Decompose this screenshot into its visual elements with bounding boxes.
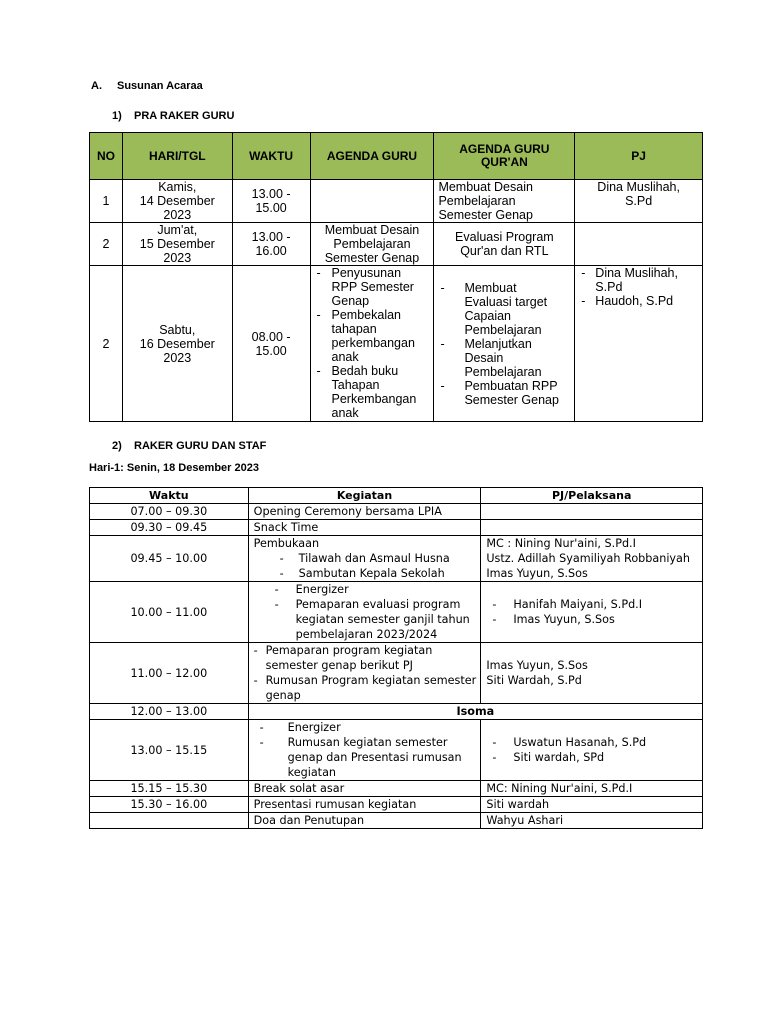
part2-title: RAKER GURU DAN STAF <box>134 440 267 452</box>
agenda-guru-cell <box>310 180 434 223</box>
pj-cell: MC: Nining Nur'aini, S.Pd.I <box>481 781 703 797</box>
activity-cell: Presentasi rumusan kegiatan <box>248 797 481 813</box>
section-title: Susunan Acaraa <box>117 80 203 92</box>
pj-cell <box>481 520 703 536</box>
header-cell: HARI/TGL <box>122 133 232 180</box>
table-header-row <box>90 133 703 180</box>
activity-cell <box>248 536 481 582</box>
list-item: - Membuat Evaluasi target Capaian Pembelajaran <box>434 281 562 337</box>
activity-title: Pembukaan <box>253 537 320 550</box>
table-row <box>90 582 703 643</box>
list-item: - Uswatun Hasanah, S.Pd <box>486 735 702 750</box>
header-cell: AGENDA GURU <box>310 133 434 180</box>
pj-cell <box>481 536 703 582</box>
raker-table <box>89 487 703 829</box>
list-item: - Dina Muslihah, S.Pd <box>575 266 702 294</box>
list-item: - Energizer <box>269 582 477 597</box>
table-row <box>90 504 703 520</box>
time-cell: 09.30 – 09.45 <box>90 520 249 536</box>
pj-line: Imas Yuyun, S.Sos <box>486 659 588 672</box>
date-text: 14 Desember 2023 <box>139 194 215 222</box>
list-item: - Melanjutkan Desain Pembelajaran <box>434 337 562 379</box>
part1-title: PRA RAKER GURU <box>134 110 235 122</box>
part1-number: 1) <box>112 110 122 122</box>
section-heading <box>91 80 203 92</box>
time-cell: 07.00 – 09.30 <box>90 504 249 520</box>
header-cell: WAKTU <box>232 133 310 180</box>
list-item: - Haudoh, S.Pd <box>575 294 702 308</box>
time-cell: 11.00 – 12.00 <box>90 643 249 704</box>
activity-cell <box>248 582 481 643</box>
section-number: A. <box>91 80 102 92</box>
activity-cell: Snack Time <box>248 520 481 536</box>
pj-cell <box>481 643 703 704</box>
time-text: 13.00 - 15.00 <box>251 187 291 215</box>
header-cell: AGENDA GURU QUR'AN <box>434 133 575 180</box>
activity-cell: Doa dan Penutupan <box>248 813 481 829</box>
agenda-quran-cell: Membuat Desain Pembelajaran Semester Genap <box>434 180 575 223</box>
agenda-guru-cell <box>310 266 434 422</box>
pj-cell <box>575 266 703 422</box>
list-item: - Pemaparan evaluasi program kegiatan semester ganjil tahun pembelajaran 2023/2024 <box>269 597 477 642</box>
day-heading: Hari-1: Senin, 18 Desember 2023 <box>89 462 259 474</box>
activity-cell <box>248 720 481 781</box>
time-cell: 12.00 – 13.00 <box>90 704 249 720</box>
pj-cell: Wahyu Ashari <box>481 813 703 829</box>
isoma-cell: Isoma <box>248 704 702 720</box>
pj-cell <box>481 720 703 781</box>
agenda-guru-cell <box>310 223 434 266</box>
header-cell: Kegiatan <box>248 488 481 504</box>
time-cell: 10.00 – 11.00 <box>90 582 249 643</box>
pj-cell: Siti wardah <box>481 797 703 813</box>
agenda-quran-text: Evaluasi Program Qur'an dan RTL <box>455 230 554 258</box>
table-row <box>90 266 703 422</box>
pj-cell <box>481 504 703 520</box>
table-row <box>90 643 703 704</box>
list-item: - Pembuatan RPP Semester Genap <box>434 379 562 407</box>
time-cell: 13.00 – 15.15 <box>90 720 249 781</box>
time-text: 13.00 - 16.00 <box>251 230 291 258</box>
table-row <box>90 720 703 781</box>
time-cell <box>232 223 310 266</box>
header-cell: Waktu <box>90 488 249 504</box>
activity-cell: Break solat asar <box>248 781 481 797</box>
day-text: Sabtu, <box>159 322 196 337</box>
pj-line: Ustz. Adillah Syamiliyah Robbaniyah <box>486 552 690 565</box>
table-row <box>90 813 703 829</box>
time-cell <box>90 813 249 829</box>
pj-line: Siti Wardah, S.Pd <box>486 674 582 687</box>
pra-raker-table <box>89 132 703 422</box>
time-cell <box>232 180 310 223</box>
table-row <box>90 704 703 720</box>
no-cell: 2 <box>90 266 123 422</box>
list-item: - Bedah buku Tahapan Perkembangan anak <box>311 364 428 420</box>
agenda-quran-cell <box>434 266 575 422</box>
pj-line: MC : Nining Nur'aini, S.Pd.I <box>486 537 636 550</box>
pj-cell <box>575 180 703 223</box>
table-row <box>90 223 703 266</box>
activity-cell: Opening Ceremony bersama LPIA <box>248 504 481 520</box>
pj-cell <box>481 582 703 643</box>
time-cell: 15.30 – 16.00 <box>90 797 249 813</box>
no-cell: 1 <box>90 180 123 223</box>
time-text: 08.00 - 15.00 <box>251 329 291 358</box>
agenda-quran-cell <box>434 223 575 266</box>
table-row <box>90 520 703 536</box>
time-cell: 09.45 – 10.00 <box>90 536 249 582</box>
date-text: 16 Desember 2023 <box>139 336 215 365</box>
day-cell <box>122 223 232 266</box>
date-text: 15 Desember 2023 <box>139 237 215 265</box>
list-item: - Hanifah Maiyani, S.Pd.I <box>486 597 702 612</box>
list-item: - Pembekalan tahapan perkembangan anak <box>311 308 428 364</box>
pj-text: Dina Muslihah, S.Pd <box>597 180 680 208</box>
list-item: - Imas Yuyun, S.Sos <box>486 612 702 627</box>
time-cell: 15.15 – 15.30 <box>90 781 249 797</box>
pj-cell <box>575 223 703 266</box>
agenda-guru-text: Membuat Desain Pembelajaran Semester Genap <box>324 223 420 265</box>
table-header-row <box>90 488 703 504</box>
table-row <box>90 536 703 582</box>
list-item: - Penyusunan RPP Semester Genap <box>311 266 428 308</box>
time-cell <box>232 266 310 422</box>
no-cell: 2 <box>90 223 123 266</box>
header-cell: PJ/Pelaksana <box>481 488 703 504</box>
pj-line: Imas Yuyun, S.Sos <box>486 567 588 580</box>
part1-heading <box>112 110 234 122</box>
table-row <box>90 781 703 797</box>
header-cell: PJ <box>575 133 703 180</box>
list-item: - Siti wardah, SPd <box>486 750 702 765</box>
day-cell <box>122 266 232 422</box>
day-text: Jum'at, <box>157 223 198 237</box>
header-cell: NO <box>90 133 123 180</box>
list-item: - Energizer <box>254 720 481 735</box>
list-item: - Rumusan kegiatan semester genap dan Presentasi rumusan kegiatan <box>254 735 481 780</box>
list-item: - Pemaparan program kegiatan semester genap berikut PJ <box>254 643 481 673</box>
list-item: - Rumusan Program kegiatan semester genap <box>254 673 481 703</box>
part2-heading <box>112 440 266 452</box>
day-cell <box>122 180 232 223</box>
part2-number: 2) <box>112 440 122 452</box>
day-text: Kamis, <box>158 180 197 194</box>
list-item: - Tilawah dan Asmaul Husna <box>254 551 481 566</box>
table-row <box>90 797 703 813</box>
activity-cell <box>248 643 481 704</box>
table-row <box>90 180 703 223</box>
list-item: - Sambutan Kepala Sekolah <box>254 566 481 581</box>
